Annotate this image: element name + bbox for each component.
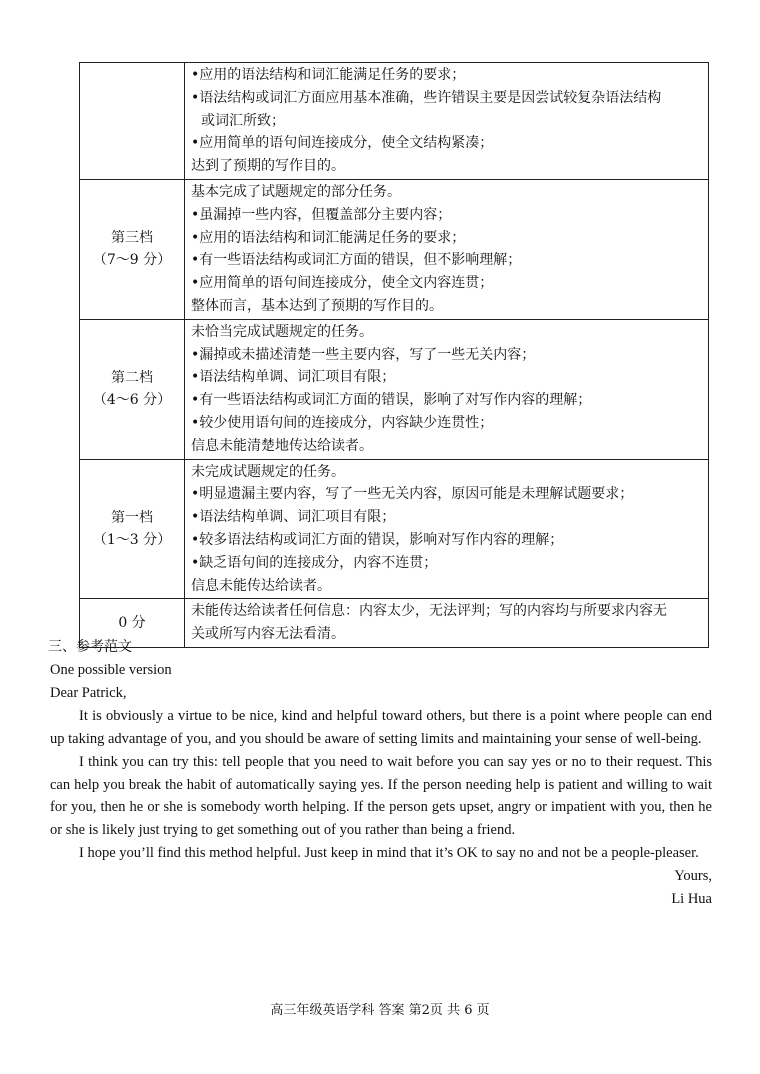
criteria-line: •应用的语法结构和词汇能满足任务的要求； bbox=[191, 67, 466, 83]
level-range: （7～9 分） bbox=[92, 252, 172, 269]
criteria-cell bbox=[185, 599, 709, 648]
page-footer: 高三年级英语学科 答案 第2页 共 6 页 bbox=[270, 1003, 490, 1018]
rubric-row-level-3 bbox=[80, 179, 709, 319]
criteria-line: •应用简单的语句间连接成分，使全文内容连贯； bbox=[191, 275, 494, 292]
criteria-cell bbox=[185, 63, 709, 180]
criteria-line: 信息未能清楚地传达给读者。 bbox=[191, 437, 373, 454]
criteria-cell bbox=[185, 179, 709, 319]
criteria-line: •有一些语法结构或词汇方面的错误，但不影响理解； bbox=[191, 252, 522, 269]
criteria-line: •语法结构单调、词汇项目有限； bbox=[191, 369, 396, 386]
essay-paragraph: I think you can try this: tell people that you need to wait before you can say yes or no to their request. This can help you break the habit of automatically saying yes. If the person needing help is patient and willing to wait for you, then he or she is somebody worth helping. If the person gets upset, angry or impatient with you, then he or she is likely just trying to get something out of you rather than being a friend. bbox=[50, 753, 712, 839]
section-heading: 三、参考范文 bbox=[48, 639, 132, 655]
rubric-row-continued bbox=[80, 63, 709, 180]
letter-signature: Li Hua bbox=[671, 891, 712, 908]
version-label: One possible version bbox=[50, 662, 172, 678]
criteria-line: •明显遗漏主要内容，写了一些无关内容，原因可能是未理解试题要求； bbox=[191, 486, 634, 503]
criteria-line: 未完成试题规定的任务。 bbox=[191, 463, 345, 480]
criteria-line: •语法结构或词汇方面应用基本准确，些许错误主要是因尝试较复杂语法结构 bbox=[191, 89, 662, 106]
criteria-line: 基本完成了试题规定的部分任务。 bbox=[191, 183, 401, 200]
letter-closing: Yours, bbox=[674, 868, 712, 885]
level-cell bbox=[80, 319, 185, 459]
criteria-line: •有一些语法结构或词汇方面的错误，影响了对写作内容的理解； bbox=[191, 392, 592, 409]
level-name: 0 分 bbox=[118, 615, 146, 632]
criteria-line: 信息未能传达给读者。 bbox=[191, 577, 331, 594]
level-name: 第三档 bbox=[111, 230, 153, 247]
criteria-line: •虽漏掉一些内容，但覆盖部分主要内容； bbox=[191, 206, 452, 223]
essay-paragraph: It is obviously a virtue to be nice, kind and helpful toward others, but there is a point where people can end up taking advantage of you, and you should be aware of setting limits and maintaining your sense of well-being. bbox=[50, 707, 712, 747]
level-cell bbox=[80, 179, 185, 319]
criteria-line: •较多语法结构或词汇方面的错误，影响对写作内容的理解； bbox=[191, 531, 564, 548]
sample-essay bbox=[50, 659, 712, 911]
level-name: 第一档 bbox=[111, 509, 153, 526]
criteria-line: 或词汇所致； bbox=[201, 112, 285, 129]
essay-paragraph: I hope you’ll find this method helpful. Just keep in mind that it’s OK to say no and not be a people-pleaser. bbox=[79, 845, 699, 862]
criteria-line: 未能传达给读者任何信息：内容太少，无法评判；写的内容均与所要求内容无 bbox=[191, 603, 667, 620]
rubric-row-level-0 bbox=[80, 599, 709, 648]
criteria-line: •较少使用语句间的连接成分，内容缺少连贯性； bbox=[191, 414, 494, 431]
criteria-cell bbox=[185, 319, 709, 459]
criteria-line: •应用的语法结构和词汇能满足任务的要求； bbox=[191, 229, 466, 246]
criteria-line: •应用简单的语句间连接成分，使全文结构紧凑； bbox=[191, 135, 494, 152]
letter-greeting: Dear Patrick, bbox=[50, 684, 127, 701]
rubric-row-level-1 bbox=[80, 459, 709, 599]
level-range: （1～3 分） bbox=[92, 531, 172, 548]
level-cell bbox=[80, 63, 185, 180]
criteria-line: •漏掉或未描述清楚一些主要内容，写了一些无关内容； bbox=[191, 346, 536, 363]
level-range: （4～6 分） bbox=[92, 392, 172, 409]
criteria-cell bbox=[185, 459, 709, 599]
criteria-line: 未恰当完成试题规定的任务。 bbox=[191, 323, 373, 340]
criteria-line: 关或所写内容无法看清。 bbox=[191, 626, 345, 643]
scoring-rubric-table bbox=[79, 62, 709, 648]
criteria-line: 达到了预期的写作目的。 bbox=[191, 158, 345, 175]
level-name: 第二档 bbox=[111, 370, 153, 387]
criteria-line: •缺乏语句间的连接成分，内容不连贯； bbox=[191, 554, 438, 571]
rubric-row-level-2 bbox=[80, 319, 709, 459]
level-cell bbox=[80, 459, 185, 599]
criteria-line: •语法结构单调、词汇项目有限； bbox=[191, 509, 396, 526]
criteria-line: 整体而言，基本达到了预期的写作目的。 bbox=[191, 297, 443, 314]
